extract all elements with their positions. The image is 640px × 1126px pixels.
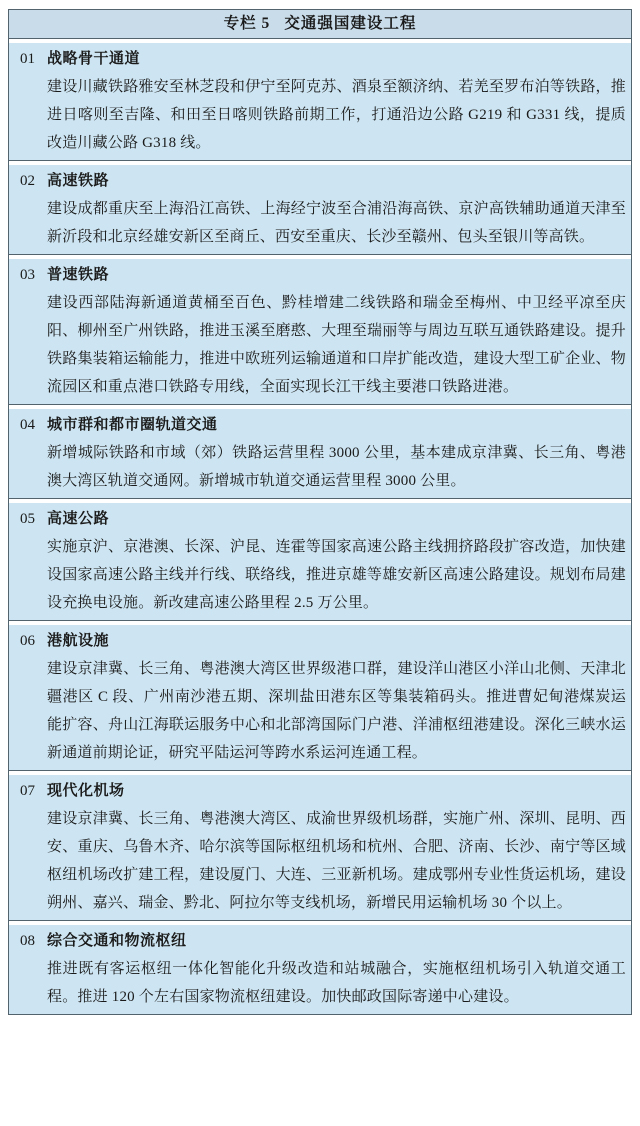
section-body: 建设川藏铁路雅安至林芝段和伊宁至阿克苏、酒泉至额济纳、若羌至罗布泊等铁路，推进日喀则至吉隆、和田至日喀则铁路前期工作，打通沿边公路 G219 和 G331 线，提质改造川藏公路 G318 线。 bbox=[47, 79, 626, 151]
section-body: 实施京沪、京港澳、长深、沪昆、连霍等国家高速公路主线拥挤路段扩容改造，加快建设国家高速公路主线并行线、联络线，推进京雄等雄安新区高速公路建设。规划布局建设充换电设施。新改建高速公路里程 2.5 万公里。 bbox=[47, 539, 626, 611]
section-number: 03 bbox=[20, 267, 35, 283]
section-row bbox=[9, 627, 631, 767]
section-heading: 战略骨干通道 bbox=[47, 51, 141, 67]
section-number: 07 bbox=[20, 783, 35, 799]
section-content bbox=[47, 777, 631, 917]
column-box bbox=[8, 9, 632, 1015]
section-content bbox=[47, 45, 631, 157]
section-content bbox=[47, 627, 631, 767]
section-body: 建设西部陆海新通道黄桶至百色、黔桂增建二线铁路和瑞金至梅州、中卫经平凉至庆阳、柳州至广州铁路，推进玉溪至磨憨、大理至瑞丽等与周边互联互通铁路建设。提升铁路集装箱运输能力，推进中欧班列运输通道和口岸扩能改造，建设大型工矿企业、物流园区和重点港口铁路专用线，全面实现长江干线主要港口铁路进港。 bbox=[47, 295, 626, 395]
section-content bbox=[47, 411, 631, 495]
section-body: 建设京津冀、长三角、粤港澳大湾区、成渝世界级机场群，实施广州、深圳、昆明、西安、重庆、乌鲁木齐、哈尔滨等国际枢纽机场和杭州、合肥、济南、长沙、南宁等区域枢纽机场改扩建工程，建设厦门、大连、三亚新机场。建成鄂州专业性货运机场，建设朔州、嘉兴、瑞金、黔北、阿拉尔等支线机场，新增民用运输机场 30 个以上。 bbox=[47, 811, 626, 911]
section-body: 建设京津冀、长三角、粤港澳大湾区世界级港口群，建设洋山港区小洋山北侧、天津北疆港区 C 段、广州南沙港五期、深圳盐田港东区等集装箱码头。推进曹妃甸港煤炭运能扩容、舟山江海联运服务中心和北部湾国际门户港、洋浦枢纽港建设。深化三峡水运新通道前期论证，研究平陆运河等跨水系运河连通工程。 bbox=[47, 661, 626, 761]
box-label: 专栏 5 bbox=[223, 15, 271, 32]
section-row bbox=[9, 45, 631, 157]
section-number: 02 bbox=[20, 173, 35, 189]
section-02 bbox=[9, 165, 631, 255]
section-heading: 综合交通和物流枢纽 bbox=[47, 933, 187, 949]
box-header bbox=[9, 10, 631, 39]
section-body: 新增城际铁路和市域（郊）铁路运营里程 3000 公里，基本建成京津冀、长三角、粤港澳大湾区轨道交通网。新增城市轨道交通运营里程 3000 公里。 bbox=[47, 445, 626, 489]
section-content bbox=[47, 927, 631, 1011]
section-row bbox=[9, 777, 631, 917]
section-row bbox=[9, 927, 631, 1011]
section-heading: 高速公路 bbox=[47, 511, 110, 527]
section-body: 推进既有客运枢纽一体化智能化升级改造和站城融合，实施枢纽机场引入轨道交通工程。推进 120 个左右国家物流枢纽建设。加快邮政国际寄递中心建设。 bbox=[47, 961, 626, 1005]
section-03 bbox=[9, 259, 631, 405]
section-body: 建设成都重庆至上海沿江高铁、上海经宁波至合浦沿海高铁、京沪高铁辅助通道天津至新沂段和北京经雄安新区至商丘、西安至重庆、长沙至赣州、包头至银川等高铁。 bbox=[47, 201, 626, 245]
section-06 bbox=[9, 625, 631, 771]
section-01 bbox=[9, 43, 631, 161]
section-heading: 港航设施 bbox=[47, 633, 110, 649]
section-number: 06 bbox=[20, 633, 35, 649]
section-04 bbox=[9, 409, 631, 499]
section-row bbox=[9, 505, 631, 617]
section-content bbox=[47, 505, 631, 617]
section-heading: 城市群和都市圈轨道交通 bbox=[47, 417, 218, 433]
section-number: 05 bbox=[20, 511, 35, 527]
section-number: 04 bbox=[20, 417, 35, 433]
sections-container bbox=[9, 43, 631, 1014]
section-heading: 普速铁路 bbox=[47, 267, 110, 283]
section-row bbox=[9, 167, 631, 251]
section-number: 08 bbox=[20, 933, 35, 949]
section-heading: 现代化机场 bbox=[47, 783, 125, 799]
section-content bbox=[47, 167, 631, 251]
section-05 bbox=[9, 503, 631, 621]
section-08 bbox=[9, 925, 631, 1014]
section-heading: 高速铁路 bbox=[47, 173, 110, 189]
section-07 bbox=[9, 775, 631, 921]
box-title: 交通强国建设工程 bbox=[284, 15, 417, 32]
section-row bbox=[9, 411, 631, 495]
section-row bbox=[9, 261, 631, 401]
section-content bbox=[47, 261, 631, 401]
section-number: 01 bbox=[20, 51, 35, 67]
